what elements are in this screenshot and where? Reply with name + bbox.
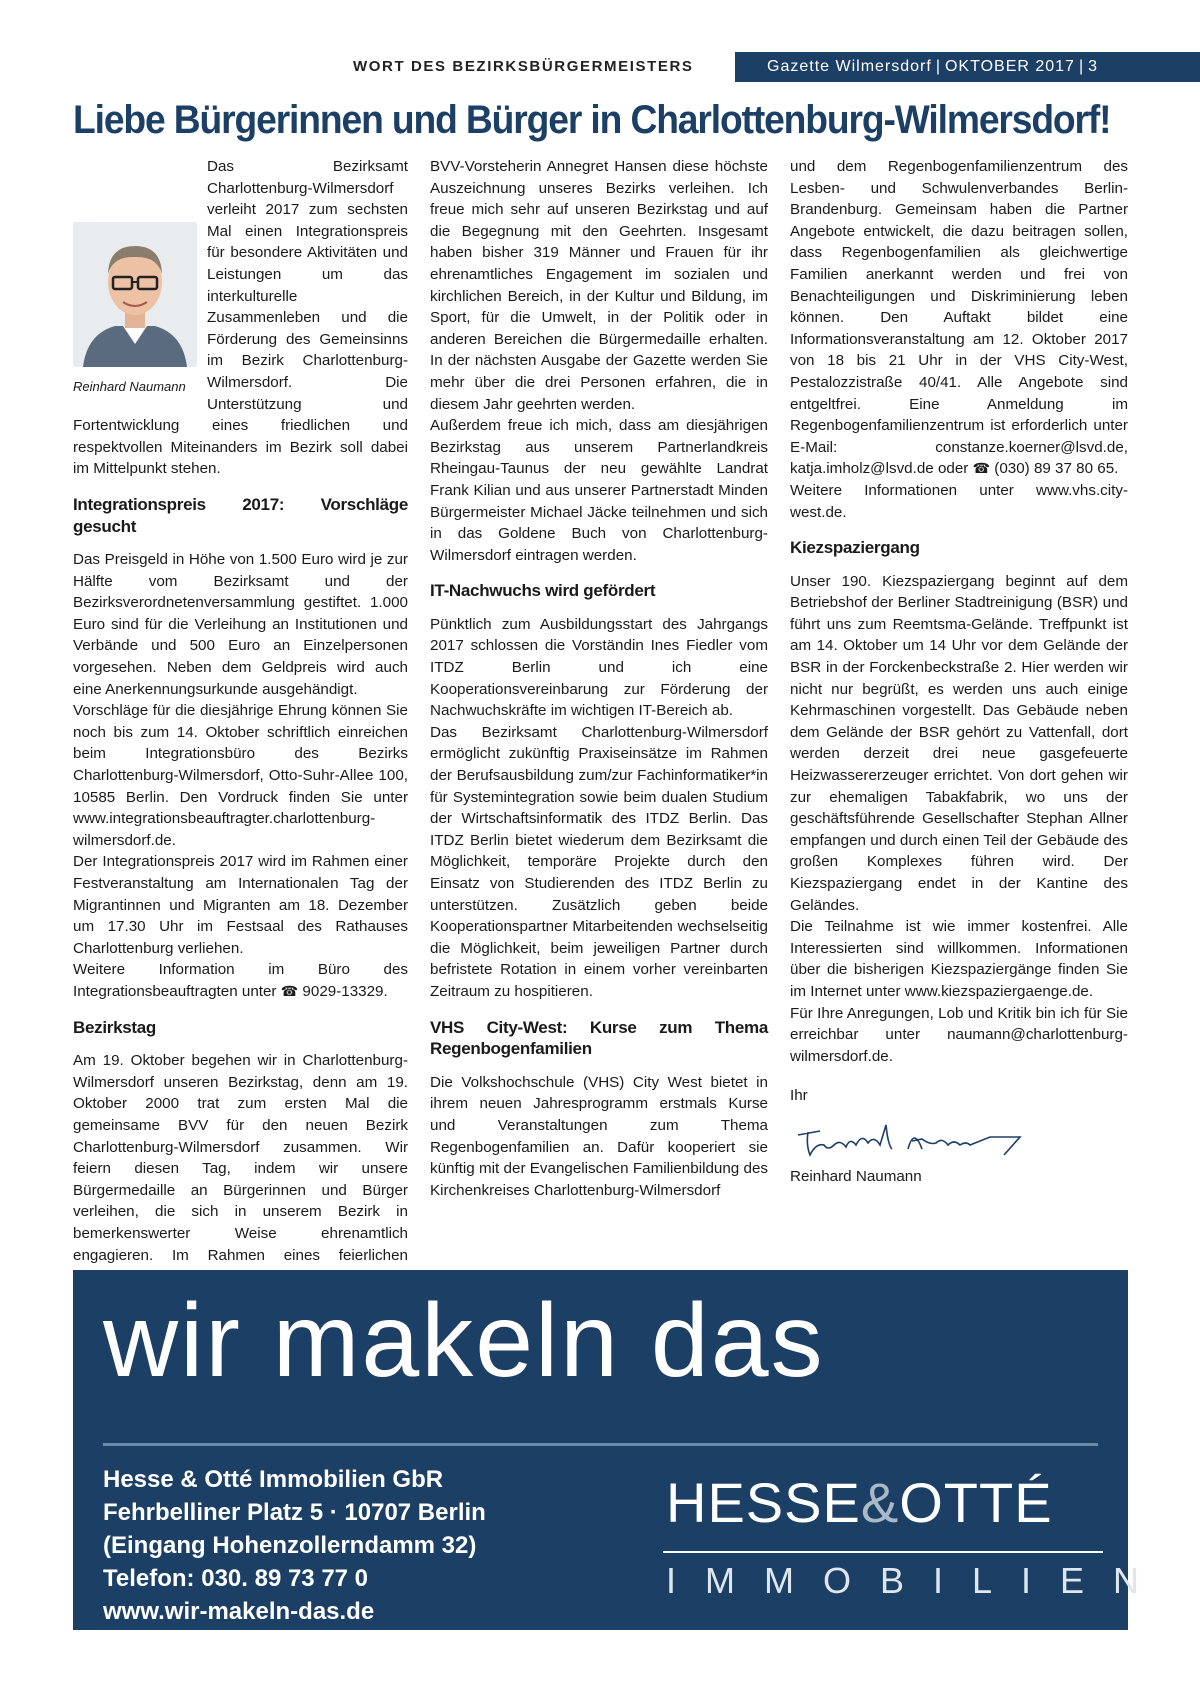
phone-icon: ☎ bbox=[972, 460, 991, 477]
advertisement bbox=[73, 1270, 1169, 1630]
brand-ampersand: & bbox=[860, 1471, 900, 1534]
intro-paragraph: Das Bezirksamt Charlottenburg-Wilmersdorf verleiht 2017 zum sechsten Mal einen Integrationspreis für besondere Aktivitäten und Leistungen um das interkulturelle Zusammenleben und die Förderung des Gemeinsinns im Bezirk Charlottenburg-Wilmersdorf. Die Unterstützung und Fortentwicklung eines friedlichen und respektvollen Miteinanders im Bezirk soll dabei im Mittelpunkt stehen. bbox=[73, 158, 408, 478]
paragraph: Das Preisgeld in Höhe von 1.500 Euro wird je zur Hälfte vom Bezirksamt und der Bezirksverordnetenversammlung gestiftet. 1.000 Euro sind für die Verleihung an Institutionen und Verbände und 500 Euro an Einzelpersonen vorgesehen. Neben dem Geldpreis wird auch eine Anerkennungsurkunde ausgehändigt. bbox=[73, 551, 408, 698]
paragraph: Am 19. Oktober begehen wir in Charlottenburg-Wilmersdorf unseren Bezirkstag, denn am 19. Oktober 2000 trat zum ersten Mal die gemeinsame BVV für den neuen Bezirk Charlottenburg-Wilmersdorf zusammen. Wir feiern diesen Tag, indem wir unsere Bürgermedaille an Bürgerinnen und Bürger verleihen, die sich in unserem Bezirk in bemerkenswerter Weise ehrenamtlich engagieren. Im Rahmen eines feierlichen bbox=[73, 1052, 408, 1264]
column-1 bbox=[73, 156, 408, 1288]
ad-divider bbox=[103, 1443, 1098, 1446]
paragraph bbox=[73, 959, 408, 1002]
subheading-it-nachwuchs: IT-Nachwuchs wird gefördert bbox=[430, 581, 656, 601]
issue-date: OKTOBER 2017 bbox=[944, 58, 1075, 75]
paragraph: BVV-Vorsteherin Annegret Hansen diese höchste Auszeichnung unseres Bezirks verleihen. Ich freue mich sehr auf unseren Bezirkstag und auf die Begegnung mit den Geehrten. Insgesamt haben bisher 319 Männer und Frauen für ihr ehrenamtliches Engagement im sozialen und kirchlichen Bereich, in der Kultur und Bildung, im Sport, für die Umwelt, in der Politik oder in anderen Bereichen die Bürgermedaille erhalten. In der nächsten Ausgabe der Gazette werden Sie mehr über die drei Personen erfahren, die in diesem Jahr geehrten werden. bbox=[430, 158, 768, 413]
brand-subtitle: IMMOBILIEN bbox=[666, 1560, 1169, 1601]
paragraph: Für Ihre Anregungen, Lob und Kritik bin ich für Sie erreichbar unter naumann@charlottenburg-wilmersdorf.de. bbox=[790, 1004, 1128, 1065]
phone-number: 9029-13329. bbox=[302, 982, 388, 1000]
ad-address-line: Fehrbelliner Platz 5 · 10707 Berlin bbox=[103, 1499, 486, 1526]
ad-address-line: Hesse & Otté Immobilien GbR bbox=[103, 1466, 444, 1493]
paragraph: Weitere Informationen unter www.vhs.city-west.de. bbox=[790, 481, 1128, 521]
closing: Ihr bbox=[790, 1087, 808, 1105]
portrait-photo bbox=[73, 222, 197, 367]
paragraph: Das Bezirksamt Charlottenburg-Wilmersdorf ermöglicht zukünftig Praxiseinsätze im Rahmen der Berufsausbildung zum/zur Fachinformatiker*in für Systemintegration sowie beim dualen Studium der Wirtschaftsinformatik des ITDZ Berlin. Das ITDZ Berlin bietet wiederum dem Bezirksamt die Möglichkeit, temporäre Projekte durch den Einsatz von Studierenden des ITDZ Berlin zu unterstützen. Zusätzlich geben beide Kooperationspartner Mitarbeitenden wechselseitig die Möglichkeit, beim jeweiligen Partner durch befristete Rotation in einem vorher vereinbarten Zeitraum zu hospitieren. bbox=[430, 723, 768, 1000]
page-number: 3 bbox=[1088, 58, 1099, 75]
section-title: WORT DES BEZIRKSBÜRGERMEISTERS bbox=[353, 58, 694, 75]
phone-number: (030) 89 37 80 65. bbox=[994, 460, 1119, 478]
paragraph: Vorschläge für die diesjährige Ehrung können Sie noch bis zum 14. Oktober schriftlich einreichen beim Integrationsbüro des Bezirks Charlottenburg-Wilmersdorf, Otto-Suhr-Allee 100, 10585 Berlin. Den Vordruck finden Sie unter www.integrationsbeauftragter.charlottenburg-wilmersdorf.de. bbox=[73, 702, 408, 849]
author-portrait bbox=[73, 222, 197, 397]
paragraph: Die Teilnahme ist wie immer kostenfrei. Alle Interessierten sind willkommen. Informationen über die bisherigen Kiezspaziergänge finden Sie im Internet unter www.kiezspaziergaenge.de. bbox=[790, 918, 1128, 1000]
ad-address-line: (Eingang Hohenzollerndamm 32) bbox=[103, 1532, 477, 1559]
page-title: Liebe Bürgerinnen und Bürger in Charlottenburg-Wilmersdorf! bbox=[73, 98, 1111, 142]
subheading-vhs: VHS City-West: Kurse zum Thema Regenbogenfamilien bbox=[430, 1017, 768, 1059]
subheading-integrationspreis: Integrationspreis 2017: Vorschläge gesucht bbox=[73, 494, 408, 536]
author-name: Reinhard Naumann bbox=[790, 1167, 922, 1185]
header-band: Gazette Wilmersdorf | OKTOBER 2017 | 3 bbox=[735, 52, 1200, 82]
portrait-caption: Reinhard Naumann bbox=[73, 378, 186, 394]
paragraph: Pünktlich zum Ausbildungsstart des Jahrgangs 2017 schlossen die Vorständin Ines Fiedler vom ITDZ Berlin und ich eine Kooperationsvereinbarung zur Förderung der Nachwuchskräfte im wichtigen IT-Bereich ab. bbox=[430, 615, 768, 720]
subheading-kiezspaziergang: Kiezspaziergang bbox=[790, 538, 920, 558]
paragraph-text: Weitere Information im Büro des Integrationsbeauftragten unter bbox=[73, 961, 408, 1000]
paragraph-text: und dem Regenbogenfamilienzentrum des Lesben- und Schwulenverbandes Berlin-Brandenburg. Gemeinsam haben die Partner Angebote entwickelt, die dazu beitragen sollen, dass Regenbogenfamilien als gleichwertige Familien anerkannt werden und frei von Benachteiligungen und Diskriminierung leben können. Den Auftakt bildet eine Informationsveranstaltung am 12. Oktober 2017 von 18 bis 21 Uhr in der VHS City-West, Pestalozzistraße 40/41. Alle Angebote sind entgeltfrei. Eine Anmeldung im Regenbogenfamilienzentrum ist erforderlich unter E-Mail: constanze.koerner@lsvd.de, katja.imholz@lsvd.de oder bbox=[790, 158, 1128, 478]
column-3 bbox=[790, 156, 1128, 1187]
ad-website: www.wir-makeln-das.de bbox=[103, 1598, 375, 1625]
phone-icon: ☎ bbox=[280, 982, 299, 999]
brand-rule bbox=[663, 1551, 1103, 1553]
ad-slogan: wir makeln das bbox=[103, 1283, 825, 1399]
brand-logo bbox=[666, 1470, 1053, 1535]
paragraph bbox=[790, 156, 1128, 480]
ad-address bbox=[103, 1463, 486, 1628]
handwritten-signature bbox=[790, 1115, 1030, 1159]
publication-name: Gazette Wilmersdorf bbox=[767, 58, 932, 75]
page-header bbox=[73, 52, 1200, 82]
paragraph: Die Volkshochschule (VHS) City West bietet in ihrem neuen Jahresprogramm erstmals Kurse und Veranstaltungen zum Thema Regenbogenfamilien an. Dafür kooperiert sie künftig mit der Evangelischen Familienbildung des Kirchenkreises Charlottenburg-Wilmersdorf bbox=[430, 1073, 768, 1199]
paragraph: Der Integrationspreis 2017 wird im Rahmen einer Festveranstaltung am Internationalen Tag der Migrantinnen und Migranten am 18. Dezember um 17.30 Uhr im Festsaal des Rathauses Charlottenburg verliehen. bbox=[73, 853, 408, 957]
column-2 bbox=[430, 156, 768, 1201]
subheading-bezirkstag: Bezirkstag bbox=[73, 1017, 156, 1037]
ad-phone: Telefon: 030. 89 73 77 0 bbox=[103, 1565, 369, 1592]
paragraph: Außerdem freue ich mich, dass am diesjährigen Bezirkstag aus unserem Partnerlandkreis Rheingau-Taunus der neu gewählte Landrat Frank Kilian und aus unserer Partnerstadt Minden Bürgermeister Michael Jäcke teilnehmen und sich in das Goldene Buch von Charlottenburg-Wilmersdorf eintragen werden. bbox=[430, 417, 768, 564]
brand-name-part: HESSE bbox=[666, 1471, 861, 1534]
brand-name-part: OTTÉ bbox=[899, 1471, 1053, 1534]
paragraph: Unser 190. Kiezspaziergang beginnt auf dem Betriebshof der Berliner Stadtreinigung (BSR) und führt uns zum Reemtsma-Gelände. Treffpunkt ist am 14. Oktober um 14 Uhr vor dem Gelände der BSR in der Forckenbeckstraße 2. Hier werden wir nicht nur begrüßt, es werden uns auch einige Kehrmaschinen vorgestellt. Das Gebäude neben dem Gelände der BSR gehört zu Vattenfall, dort werden derzeit drei neue gasgefeuerte Heizwassererzeuger errichtet. Von dort gehen wir zur ehemaligen Tabakfabrik, wo uns der geschäftsführende Gesellschafter Stephan Allner empfangen und durch einen Teil der Gebäude des großen Komplexes führen wird. Der Kiezspaziergang endet in der Kantine des Geländes. bbox=[790, 572, 1128, 914]
